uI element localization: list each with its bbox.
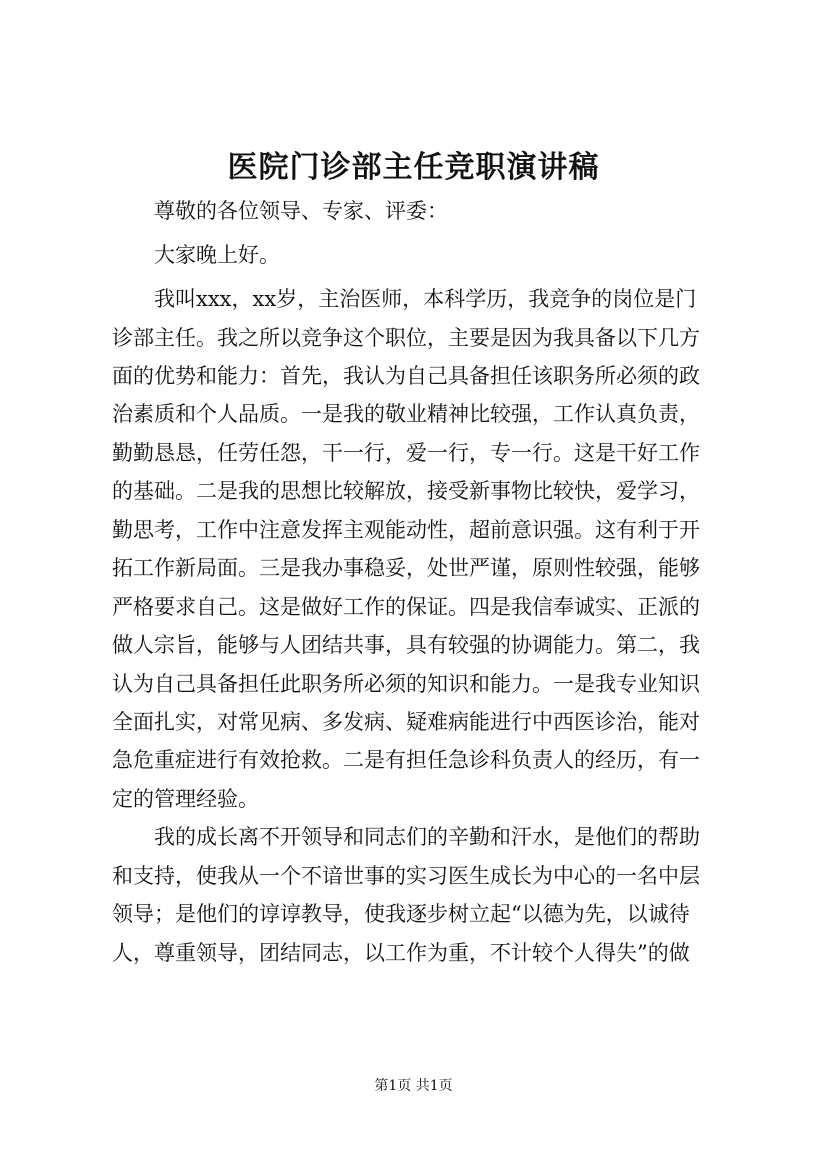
body-line: 急危重症进行有效抢救。二是有担任急诊科负责人的经历，有一 — [112, 748, 700, 772]
body-line: 做人宗旨，能够与人团结共事，具有较强的协调能力。第二，我 — [112, 633, 700, 657]
body-line: 严格要求自己。这是做好工作的保证。四是我信奉诚实、正派的 — [112, 595, 700, 619]
body-line: 的基础。二是我的思想比较解放，接受新事物比较快，爱学习， — [112, 479, 700, 503]
body-line: 拓工作新局面。三是我办事稳妥，处世严谨，原则性较强，能够 — [112, 556, 700, 580]
body-line: 勤思考，工作中注意发挥主观能动性，超前意识强。这有利于开 — [112, 518, 700, 542]
body-line: 勤勤恳恳，任劳任怨，干一行，爱一行，专一行。这是干好工作 — [112, 441, 700, 465]
body-line: 领导；是他们的谆谆教导，使我逐步树立起“以德为先，以诚待 — [112, 902, 690, 926]
body-line: 定的管理经验。 — [112, 787, 259, 811]
document-title: 医院门诊部主任竞职演讲稿 — [227, 150, 600, 185]
body-line: 和支持，使我从一个不谙世事的实习医生成长为中心的一名中层 — [112, 864, 700, 888]
body-line: 全面扎实，对常见病、多发病、疑难病能进行中西医诊治，能对 — [112, 710, 700, 734]
body-line: 尊敬的各位领导、专家、评委： — [112, 199, 448, 223]
body-line: 面的优势和能力：首先，我认为自己具备担任该职务所必须的政 — [112, 364, 700, 388]
body-line: 治素质和个人品质。一是我的敬业精神比较强，工作认真负责， — [112, 402, 700, 426]
page-number-footer: 第1页 共1页 — [374, 1078, 453, 1094]
body-line: 诊部主任。我之所以竞争这个职位，主要是因为我具备以下几方 — [112, 326, 700, 350]
body-line: 人，尊重领导，团结同志，以工作为重，不计较个人得失”的做 — [112, 941, 690, 965]
body-line: 我的成长离不开领导和同志们的辛勤和汗水，是他们的帮助 — [112, 825, 700, 849]
body-line: 认为自己具备担任此职务所必须的知识和能力。一是我专业知识 — [112, 672, 700, 696]
body-line: 我叫xxx，xx岁，主治医师，本科学历，我竞争的岗位是门 — [112, 287, 697, 311]
body-line: 大家晚上好。 — [112, 243, 280, 267]
